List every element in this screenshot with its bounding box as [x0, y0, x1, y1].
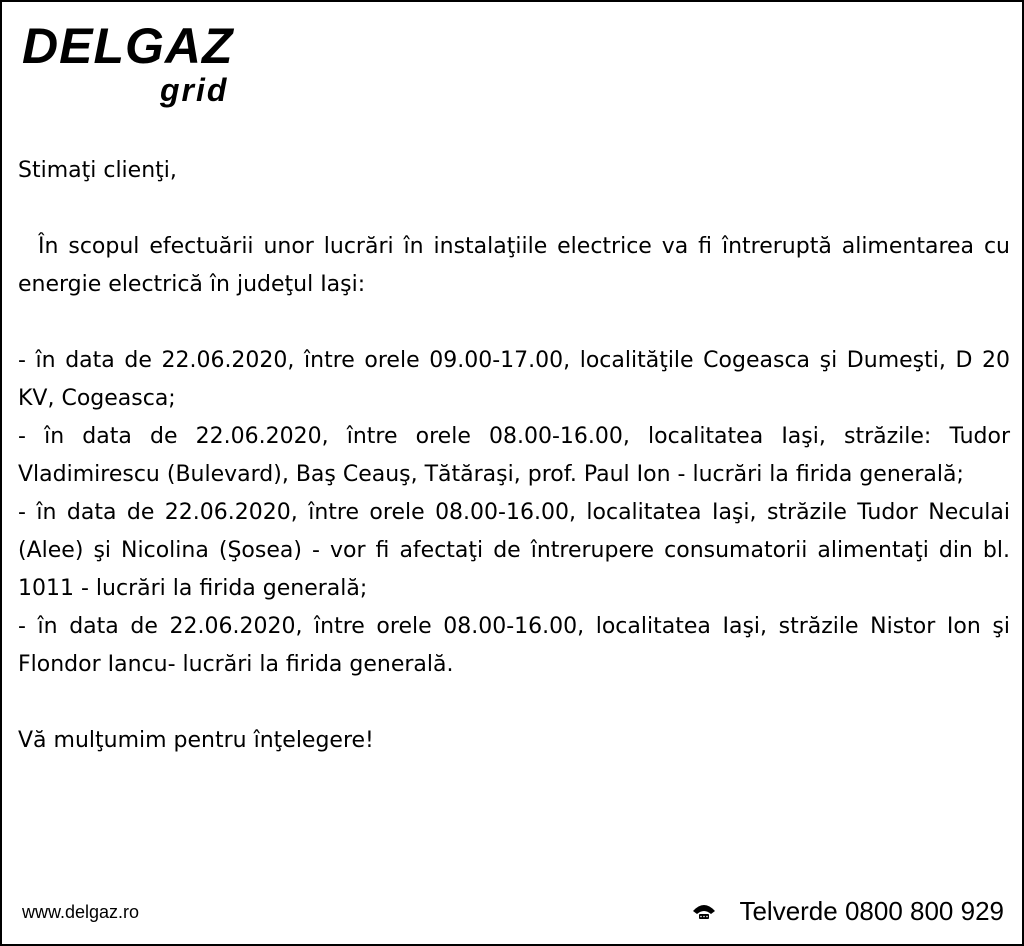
logo-wordmark: DELGAZ	[22, 18, 234, 74]
outage-item-1: - în data de 22.06.2020, între orele 09.00-17.00, localităţile Cogeasca şi Dumeşti, D 20 KV, Cogeasca;	[18, 348, 1010, 411]
delgaz-grid-logo	[22, 20, 262, 112]
hotline	[691, 894, 1004, 928]
letter-body	[18, 152, 1010, 760]
outage-item-2: - în data de 22.06.2020, între orele 08.00-16.00, localitatea Iaşi, străzile: Tudor Vladimirescu (Bulevard), Baş Ceauş, Tătăraşi, prof. Paul Ion - lucrări la firida generală;	[18, 424, 1010, 487]
phone-icon	[691, 901, 717, 921]
website-link[interactable]: www.delgaz.ro	[22, 902, 140, 922]
hotline-number[interactable]: Telverde 0800 800 929	[739, 896, 1004, 926]
greeting: Stimaţi clienţi,	[18, 158, 177, 183]
outage-list	[18, 342, 1010, 684]
logo-subtitle: grid	[160, 72, 229, 108]
outage-item-4: - în data de 22.06.2020, între orele 08.00-16.00, localitatea Iaşi, străzile Nistor Ion şi Flondor Iancu- lucrări la firida generală.	[18, 614, 1010, 677]
intro-paragraph: În scopul efectuării unor lucrări în instalaţiile electrice va fi întreruptă alimentarea cu energie electrică în judeţul Iaşi:	[18, 234, 1010, 297]
outage-item-3: - în data de 22.06.2020, între orele 08.00-16.00, localitatea Iaşi, străzile Tudor Neculai (Alee) şi Nicolina (Şosea) - vor fi afectaţi de întrerupere consumatorii alimentaţi din bl. 1011 - lucrări la firida generală;	[18, 500, 1010, 601]
thanks-line: Vă mulţumim pentru înţelegere!	[18, 728, 374, 753]
